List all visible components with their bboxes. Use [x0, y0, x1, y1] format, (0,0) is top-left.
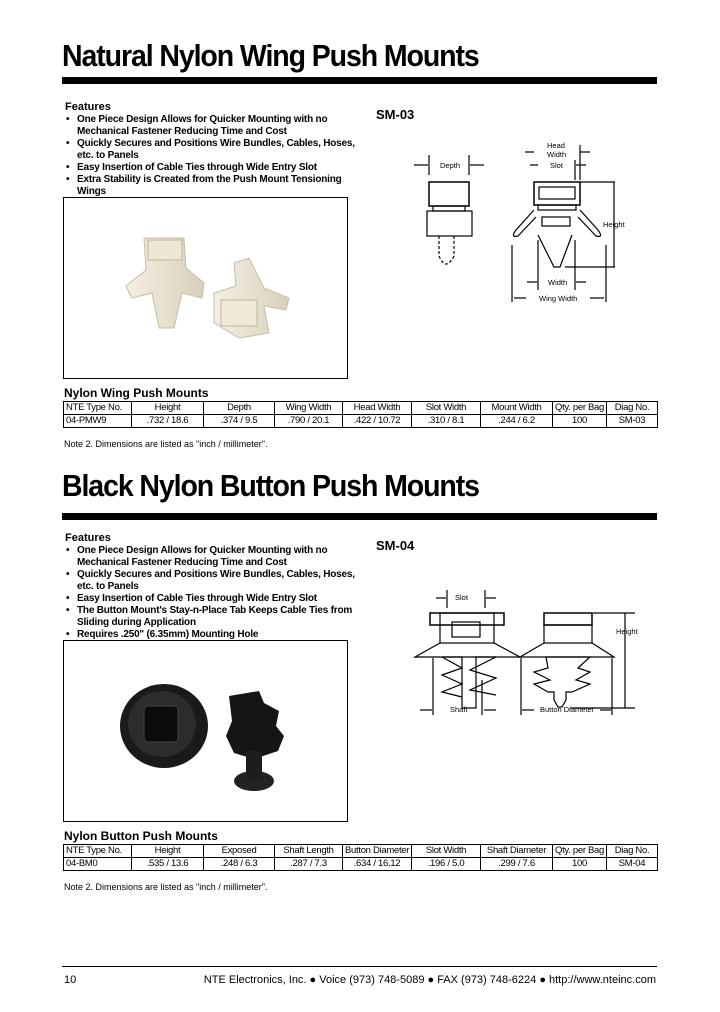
header-cell: Shaft Diameter — [481, 845, 553, 858]
label-height: Height — [603, 220, 625, 229]
feature-item: • Easy Insertion of Cable Ties through Wide Entry Slot — [65, 162, 355, 174]
table-title: Nylon Button Push Mounts — [64, 829, 218, 843]
feature-item: • Extra Stability is Created from the Push Mount Tensioning Wings — [65, 174, 355, 198]
features-list — [65, 101, 355, 198]
note: Note 2. Dimensions are listed as "inch / millimeter". — [64, 882, 268, 892]
header-cell: Depth — [204, 402, 275, 415]
header-cell: Height — [132, 845, 204, 858]
cell: 100 — [553, 858, 607, 871]
cell: .310 / 8.1 — [412, 415, 481, 428]
header-cell: NTE Type No. — [64, 845, 132, 858]
label-depth: Depth — [440, 161, 461, 170]
label-button-diameter: Button Diameter — [540, 705, 595, 714]
cell: .287 / 7.3 — [275, 858, 343, 871]
cell: .634 / 16.12 — [343, 858, 412, 871]
cell: SM-04 — [607, 858, 658, 871]
button-mount-photo-image — [64, 641, 347, 821]
header-cell: Diag No. — [607, 845, 658, 858]
cell: .299 / 7.6 — [481, 858, 553, 871]
table-header-row — [64, 845, 658, 858]
table-row — [64, 858, 658, 871]
header-cell: Qty. per Bag — [553, 845, 607, 858]
header-cell: Button Diameter — [343, 845, 412, 858]
cell: .535 / 13.6 — [132, 858, 204, 871]
table-title: Nylon Wing Push Mounts — [64, 386, 209, 400]
cell: .732 / 18.6 — [132, 415, 204, 428]
section-title: Black Nylon Button Push Mounts — [62, 468, 479, 503]
cell: 100 — [553, 415, 607, 428]
header-cell: Slot Width — [412, 845, 481, 858]
title-rule — [62, 513, 657, 520]
cell: 04-BM0 — [64, 858, 132, 871]
header-cell: Mount Width — [481, 402, 553, 415]
features-heading: Features — [65, 101, 111, 113]
cell: .374 / 9.5 — [204, 415, 275, 428]
feature-item: • Easy Insertion of Cable Ties through Wide Entry Slot — [65, 593, 355, 605]
header-cell: Qty. per Bag — [553, 402, 607, 415]
cell: .422 / 10.72 — [343, 415, 412, 428]
features-heading: Features — [65, 532, 111, 544]
spec-table — [63, 844, 658, 871]
header-cell: Shaft Length — [275, 845, 343, 858]
features-list — [65, 532, 355, 641]
cell: .790 / 20.1 — [275, 415, 343, 428]
header-cell: NTE Type No. — [64, 402, 132, 415]
sm03-dimension-diagram — [400, 130, 625, 310]
feature-item: • The Button Mount's Stay-n-Place Tab Keeps Cable Ties from Sliding during Application — [65, 605, 355, 629]
feature-item: • Quickly Secures and Positions Wire Bundles, Cables, Hoses, etc. to Panels — [65, 138, 355, 162]
header-cell: Head Width — [343, 402, 412, 415]
cell: .248 / 6.3 — [204, 858, 275, 871]
label-height: Height — [616, 627, 638, 636]
cell: SM-03 — [607, 415, 658, 428]
feature-item: • One Piece Design Allows for Quicker Mounting with no Mechanical Fastener Reducing Time and Cost — [65, 545, 355, 569]
feature-item: • Quickly Secures and Positions Wire Bundles, Cables, Hoses, etc. to Panels — [65, 569, 355, 593]
header-cell: Height — [132, 402, 204, 415]
feature-item: • One Piece Design Allows for Quicker Mounting with no Mechanical Fastener Reducing Time and Cost — [65, 114, 355, 138]
label-wing-width: Wing Width — [539, 294, 578, 303]
label-head-width-2: Width — [547, 150, 567, 159]
product-photo — [63, 197, 348, 379]
label-slot: Slot — [550, 161, 563, 170]
table-header-row — [64, 402, 658, 415]
section-title: Natural Nylon Wing Push Mounts — [62, 38, 479, 73]
diagram-id: SM-03 — [376, 107, 415, 122]
label-shaft: Shaft — [450, 705, 468, 714]
header-cell: Slot Width — [412, 402, 481, 415]
spec-table — [63, 401, 658, 428]
page-number: 10 — [64, 974, 77, 986]
cell: .244 / 6.2 — [481, 415, 553, 428]
feature-item: • Requires .250" (6.35mm) Mounting Hole — [65, 629, 355, 641]
header-cell: Wing Width — [275, 402, 343, 415]
product-photo — [63, 640, 348, 822]
cell: .196 / 5.0 — [412, 858, 481, 871]
label-head-width-1: Head — [547, 141, 565, 150]
note: Note 2. Dimensions are listed as "inch / millimeter". — [64, 439, 268, 449]
sm04-dimension-diagram — [400, 580, 640, 720]
header-cell: Diag No. — [607, 402, 658, 415]
label-width: Width — [548, 278, 568, 287]
company-contact: NTE Electronics, Inc. ● Voice (973) 748-5089 ● FAX (973) 748-6224 ● http://www.nteinc.com — [203, 974, 656, 986]
diagram-id: SM-04 — [376, 538, 415, 553]
header-cell: Exposed — [204, 845, 275, 858]
title-rule — [62, 77, 657, 84]
footer-rule — [62, 966, 657, 967]
table-row — [64, 415, 658, 428]
label-slot: Slot — [455, 593, 468, 602]
cell: 04-PMW9 — [64, 415, 132, 428]
wing-mount-photo-image — [64, 198, 347, 378]
